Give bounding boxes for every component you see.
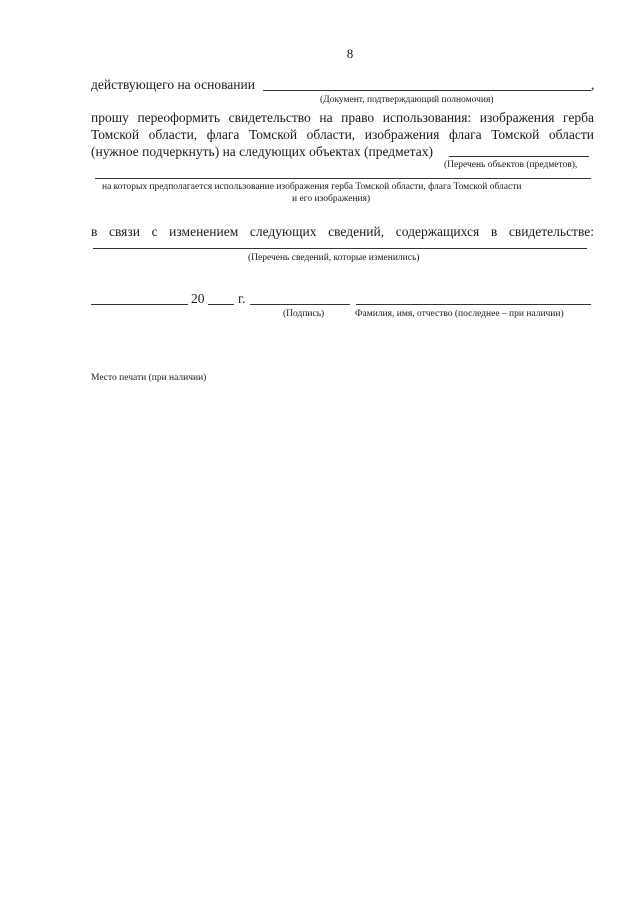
request-line-3: (нужное подчеркнуть) на следующих объектах (предметах): [91, 144, 433, 159]
fullname-blank[interactable]: [356, 304, 591, 305]
objects-blank-line[interactable]: [449, 156, 589, 157]
usage-hint-1: на которых предполагается использование изображения герба Томской области, флага Томской области: [102, 182, 522, 192]
changes-hint: (Перечень сведений, которые изменились): [248, 253, 420, 263]
date-day-blank[interactable]: [91, 304, 188, 305]
basis-comma: ,: [591, 77, 595, 92]
date-year-prefix: 20: [191, 291, 205, 306]
request-line-2: Томской области, флага Томской области, изображения флага Томской области: [91, 127, 594, 142]
objects-blank-line-2[interactable]: [95, 178, 591, 179]
date-suffix: г.: [238, 291, 246, 306]
objects-hint: (Перечень объектов (предметов),: [444, 160, 578, 170]
date-year-blank[interactable]: [208, 304, 234, 305]
changes-blank-line[interactable]: [93, 248, 587, 249]
changes-line: в связи с изменением следующих сведений, содержащихся в свидетельстве:: [91, 224, 594, 239]
basis-label: действующего на основании: [91, 77, 255, 92]
document-hint: (Документ, подтверждающий полномочия): [320, 95, 494, 105]
request-line-1: прошу переоформить свидетельство на право использования: изображения герба: [91, 110, 594, 125]
basis-blank-line[interactable]: [263, 90, 591, 91]
fullname-hint: Фамилия, имя, отчество (последнее – при наличии): [355, 309, 564, 319]
signature-blank[interactable]: [250, 304, 350, 305]
page-number: 8: [346, 46, 354, 61]
usage-hint-2: и его изображения): [292, 194, 371, 204]
signature-hint: (Подпись): [283, 309, 325, 319]
stamp-place-label: Место печати (при наличии): [91, 373, 207, 383]
